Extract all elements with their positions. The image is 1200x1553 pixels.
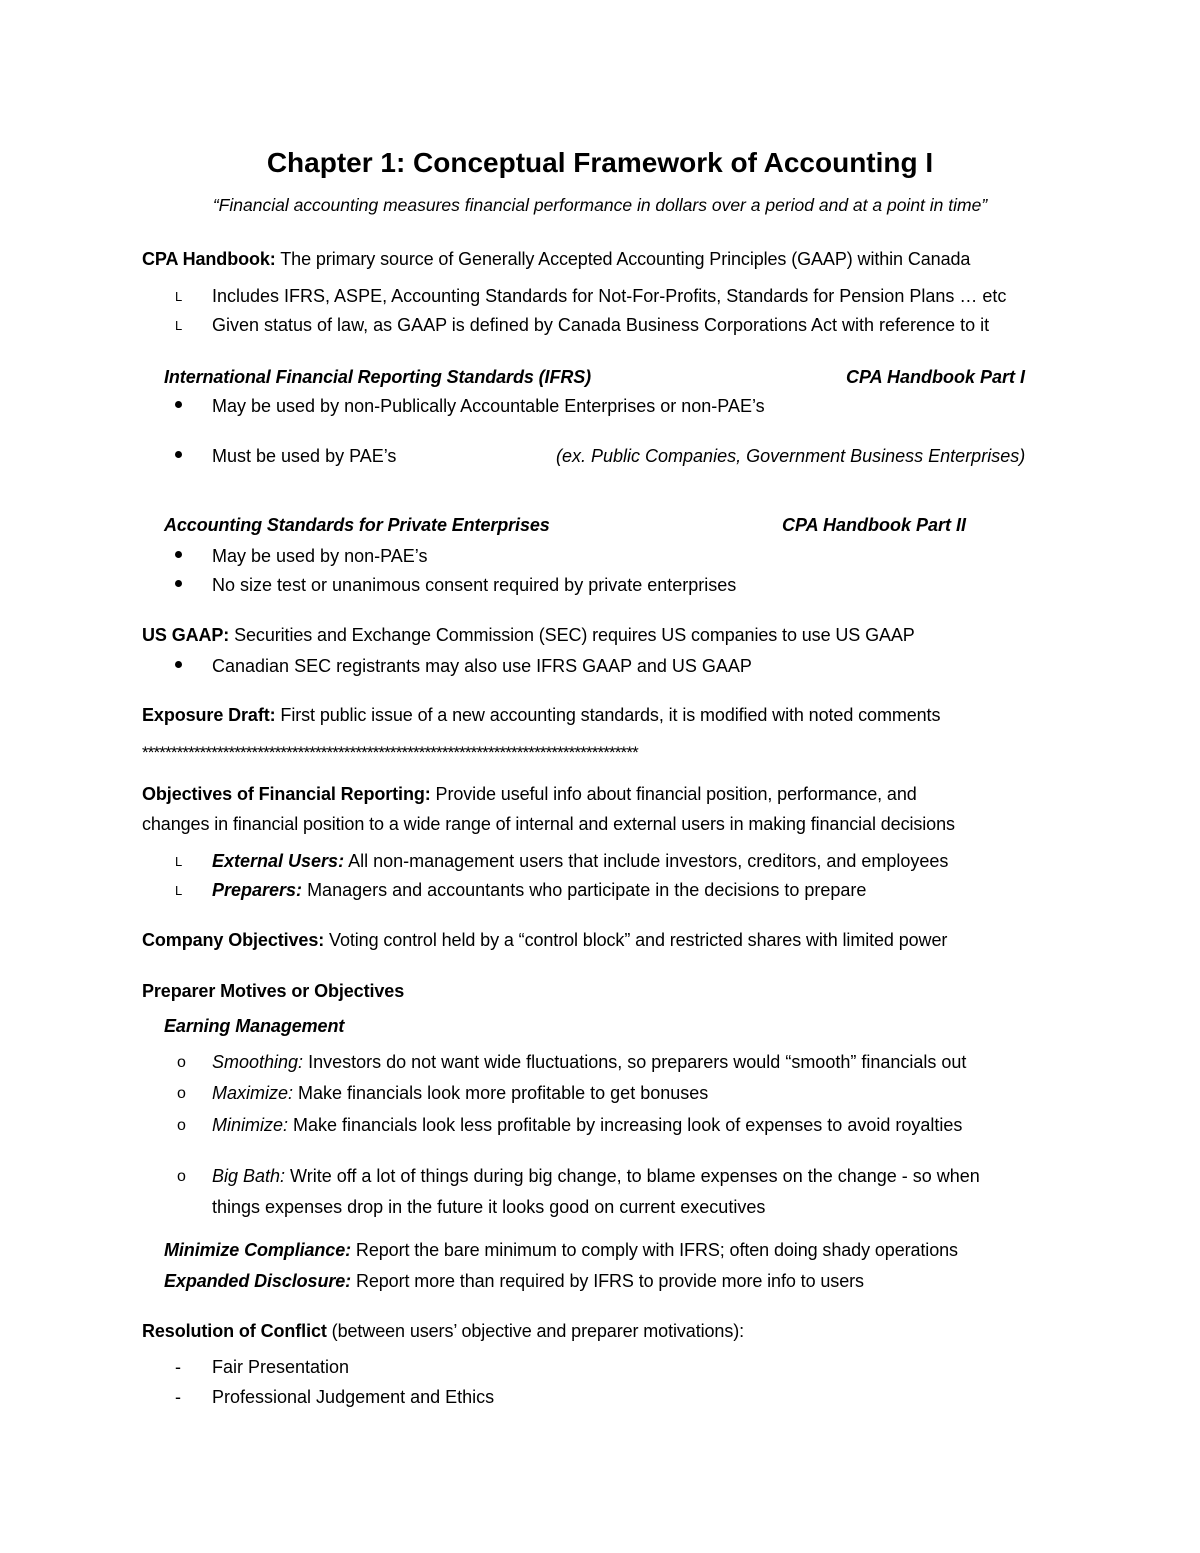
preparers-text: Managers and accountants who participate in the decisions to prepare xyxy=(302,880,867,900)
expanded-disclosure-line xyxy=(164,1269,864,1293)
corner-marker-icon: L xyxy=(175,289,183,304)
corner-marker-icon: L xyxy=(175,318,183,333)
ifrs-part-label: CPA Handbook Part I xyxy=(846,367,1026,387)
bullet-icon xyxy=(175,551,182,558)
company-objectives-text: Voting control held by a “control block” and restricted shares with limited power xyxy=(324,930,948,950)
company-objectives-label: Company Objectives: xyxy=(142,930,325,950)
list-item xyxy=(212,1164,980,1188)
dash-marker-icon: - xyxy=(175,1387,181,1407)
list-item xyxy=(212,878,866,902)
objectives-line xyxy=(142,782,917,806)
external-users-text: All non-management users that include investors, creditors, and employees xyxy=(344,851,949,871)
earning-management-heading: Earning Management xyxy=(164,1016,345,1036)
aspe-heading: Accounting Standards for Private Enterprises xyxy=(164,515,550,535)
external-users-label: External Users: xyxy=(212,851,345,871)
minimize-compliance-text: Report the bare minimum to comply with IFRS; often doing shady operations xyxy=(351,1240,958,1260)
minimize-text: Make financials look less profitable by increasing look of expenses to avoid royalties xyxy=(288,1115,963,1135)
expanded-disclosure-label: Expanded Disclosure: xyxy=(164,1271,352,1291)
smoothing-text: Investors do not want wide fluctuations, so preparers would “smooth” financials out xyxy=(303,1052,967,1072)
list-item: May be used by non-Publically Accountable Enterprises or non-PAE’s xyxy=(212,396,765,416)
list-item xyxy=(212,1113,962,1137)
list-item: Given status of law, as GAAP is defined by Canada Business Corporations Act with reference to it xyxy=(212,315,990,335)
big-bath-continuation: things expenses drop in the future it looks good on current executives xyxy=(212,1197,766,1217)
expanded-disclosure-text: Report more than required by IFRS to provide more info to users xyxy=(351,1271,864,1291)
circle-marker-icon: o xyxy=(177,1085,186,1102)
company-objectives-line xyxy=(142,928,947,952)
minimize-compliance-line xyxy=(164,1238,958,1262)
list-item: Includes IFRS, ASPE, Accounting Standards for Not-For-Profits, Standards for Pension Plans … etc xyxy=(212,286,1007,306)
corner-marker-icon: L xyxy=(175,883,183,898)
cpa-handbook-text: The primary source of Generally Accepted Accounting Principles (GAAP) within Canada xyxy=(275,249,971,269)
list-item: May be used by non-PAE’s xyxy=(212,546,428,566)
minimize-compliance-label: Minimize Compliance: xyxy=(164,1240,352,1260)
objectives-line-2: changes in financial position to a wide range of internal and external users in making financial decisions xyxy=(142,814,955,834)
preparers-label: Preparers: xyxy=(212,880,303,900)
bullet-icon xyxy=(175,451,182,458)
star-separator: ************************************************************************************** xyxy=(142,743,638,762)
list-item: Fair Presentation xyxy=(212,1357,350,1377)
bullet-icon xyxy=(175,661,182,668)
list-item xyxy=(212,1081,708,1105)
smoothing-label: Smoothing: xyxy=(212,1052,304,1072)
exposure-draft-label: Exposure Draft: xyxy=(142,705,276,725)
objectives-label: Objectives of Financial Reporting: xyxy=(142,784,431,804)
ifrs-heading: International Financial Reporting Standards (IFRS) xyxy=(164,367,592,387)
ifrs-example: (ex. Public Companies, Government Business Enterprises) xyxy=(556,446,1026,466)
circle-marker-icon: o xyxy=(177,1168,186,1185)
page-title: Chapter 1: Conceptual Framework of Accounting I xyxy=(266,147,934,178)
corner-marker-icon: L xyxy=(175,854,183,869)
circle-marker-icon: o xyxy=(177,1117,186,1134)
list-item: Canadian SEC registrants may also use IFRS GAAP and US GAAP xyxy=(212,656,752,676)
list-item: Must be used by PAE’s xyxy=(212,446,397,466)
big-bath-text: Write off a lot of things during big change, to blame expenses on the change - so when xyxy=(285,1166,980,1186)
preparer-motives-heading: Preparer Motives or Objectives xyxy=(142,981,405,1001)
exposure-draft-line xyxy=(142,703,940,727)
exposure-draft-text: First public issue of a new accounting standards, it is modified with noted comments xyxy=(275,705,941,725)
minimize-label: Minimize: xyxy=(212,1115,289,1135)
dash-marker-icon: - xyxy=(175,1357,181,1377)
list-item: No size test or unanimous consent required by private enterprises xyxy=(212,575,737,595)
us-gaap-text: Securities and Exchange Commission (SEC) requires US companies to use US GAAP xyxy=(229,625,915,645)
us-gaap-label: US GAAP: xyxy=(142,625,230,645)
list-item xyxy=(212,1050,966,1074)
list-item xyxy=(212,849,948,873)
big-bath-label: Big Bath: xyxy=(212,1166,286,1186)
bullet-icon xyxy=(175,401,182,408)
cpa-handbook-label: CPA Handbook: xyxy=(142,249,276,269)
bullet-icon xyxy=(175,580,182,587)
definition-quote: “Financial accounting measures financial performance in dollars over a period and at a point in time” xyxy=(212,195,988,215)
resolution-text: (between users’ objective and preparer motivations): xyxy=(326,1321,745,1341)
circle-marker-icon: o xyxy=(177,1054,186,1071)
objectives-text: Provide useful info about financial position, performance, and xyxy=(430,784,917,804)
resolution-label: Resolution of Conflict xyxy=(142,1321,327,1341)
resolution-line xyxy=(142,1319,744,1343)
maximize-label: Maximize: xyxy=(212,1083,294,1103)
maximize-text: Make financials look more profitable to get bonuses xyxy=(293,1083,709,1103)
cpa-handbook-line xyxy=(142,247,970,271)
aspe-part-label: CPA Handbook Part II xyxy=(782,515,967,535)
list-item: Professional Judgement and Ethics xyxy=(212,1387,495,1407)
us-gaap-line xyxy=(142,623,915,647)
